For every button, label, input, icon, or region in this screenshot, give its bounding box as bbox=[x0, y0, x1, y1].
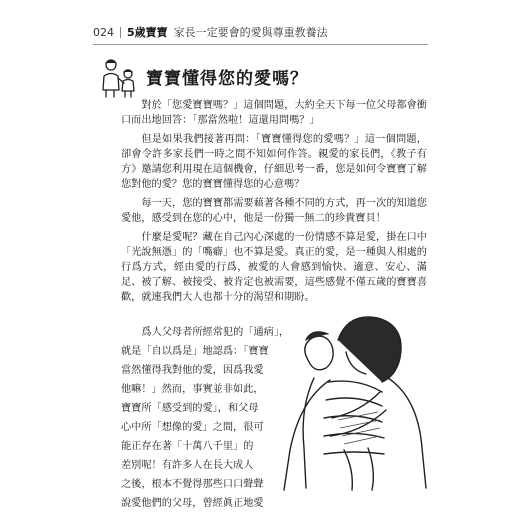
paragraph-5 bbox=[121, 323, 290, 513]
book-subtitle: 家長一定要會的愛與尊重教養法 bbox=[173, 26, 328, 39]
text-line: 差別呢！有許多人在長大成人 bbox=[121, 460, 254, 471]
parent-hugging-child-illustration bbox=[268, 300, 438, 496]
text-line: 爲人父母者所經常犯的「通病」， bbox=[141, 327, 290, 338]
header-separator bbox=[120, 27, 121, 38]
text-line: 說愛他們的父母，曾經眞正地愛 bbox=[121, 498, 264, 509]
paragraph-1: 對於「您愛寶寶嗎？」這個問題，大約全天下每一位父母都會衝口而出地回答：「那當然啦！這還用問嗎？」 bbox=[121, 100, 427, 126]
book-title: 5歲寶寶 bbox=[127, 26, 168, 39]
body-text-wrapped bbox=[121, 323, 290, 513]
text-line: 之後，根本不覺得那些口口聲聲 bbox=[121, 479, 264, 490]
text-line: 能正存在著「十萬八千里」的 bbox=[121, 441, 254, 452]
section-title: 寶寶懂得您的愛嗎？ bbox=[146, 69, 308, 89]
body-text bbox=[121, 98, 427, 309]
text-line: 就是「自以爲是」地認爲：「寶寶 bbox=[121, 346, 269, 357]
parent-child-icon bbox=[96, 56, 142, 100]
page-number: 024 bbox=[93, 25, 114, 39]
header-rule bbox=[93, 44, 428, 45]
text-line: 他嘛！」然而，事實並非如此， bbox=[121, 384, 264, 395]
paragraph-2: 但是如果我們接著再問：「寶寶懂得您的愛嗎？」這一個問題，卻會令許多家長們一時之間不知如何作答。親愛的家長們，《教子有方》邀請您利用現在這個機會，仔細思考一番，您是如何令寶寶了解您對他的愛？您的寶寶懂得您的心意嗎？ bbox=[121, 134, 427, 190]
text-line: 寶寶所「感受到的愛」，和父母 bbox=[121, 403, 259, 414]
paragraph-3: 每一天，您的寶寶都需要藉著各種不同的方式，再一次的知道您愛他，感受到在您的心中，他是一份獨一無二的珍貴寶貝！ bbox=[121, 198, 427, 224]
paragraph-4: 什麼是愛呢？藏在自己內心深處的一份情感不算是愛，掛在口中「光說無憑」的「嘴癖」也不算是愛。真正的愛，是一種與人相處的行爲方式，經由愛的行爲，被愛的人會感到愉快、適意、安心、滿足、被了解、被接受、被肯定也被需要，這些感覺不僅五歲的寶寶喜歡，就連我們大人也都十分的渴望和期盼。 bbox=[121, 232, 427, 303]
text-line: 心中所「想像的愛」之間，很可 bbox=[121, 422, 264, 433]
text-line: 當然懂得我對他的愛，因爲我愛 bbox=[121, 365, 264, 376]
running-header bbox=[93, 21, 428, 43]
